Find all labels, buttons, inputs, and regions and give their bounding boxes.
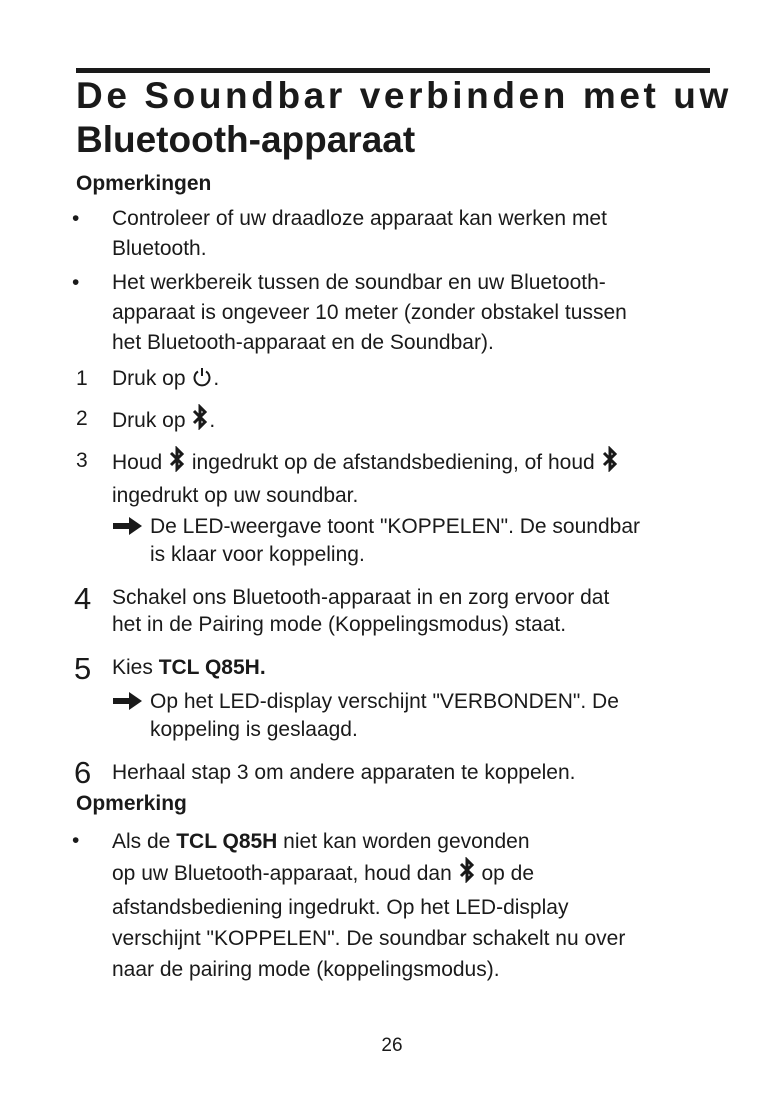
step-number: 4 — [74, 581, 92, 616]
page-title-line1: De Soundbar verbinden met uw — [76, 75, 732, 116]
bullet: • — [72, 207, 80, 230]
power-icon — [191, 366, 213, 397]
bullet: • — [72, 271, 80, 294]
page-title-line2: Bluetooth-apparaat — [76, 119, 416, 160]
note-item-2: Het werkbereik tussen de soundbar en uw Bluetooth- apparaat is ongeveer 10 meter (zonder obstakel tussen het Bluetooth-apparaat en de Soundbar). — [112, 271, 627, 354]
bluetooth-icon — [191, 404, 209, 439]
step-number: 6 — [74, 755, 92, 790]
step-4: Schakel ons Bluetooth-apparaat in en zorg ervoor dat het in de Pairing mode (Koppelingsmodus) staat. — [112, 586, 610, 636]
step-number: 1 — [76, 367, 88, 390]
notes-heading: Opmerkingen — [76, 172, 212, 195]
bullet: • — [72, 829, 80, 852]
step-5: Kies TCL Q85H. — [112, 656, 266, 679]
step-1: Druk op . — [112, 364, 722, 397]
step-6: Herhaal stap 3 om andere apparaten te koppelen. — [112, 761, 576, 784]
note-item-1: Controleer of uw draadloze apparaat kan werken met Bluetooth. — [112, 207, 607, 260]
step-3: Houd ingedrukt op de afstandsbediening, of houd ingedrukt op uw soundbar. — [112, 446, 722, 511]
step-number: 5 — [74, 651, 92, 686]
step-3-result: De LED-weergave toont "KOPPELEN". De soundbar is klaar voor koppeling. — [150, 515, 640, 566]
note-item: Als de TCL Q85H niet kan worden gevonden op uw Bluetooth-apparaat, houd dan op de afstandsbediening ingedrukt. Op het LED-display verschijnt "KOPPELEN". De soundbar schakelt nu over naar de pairing mode (koppelingsmodus). — [112, 830, 626, 981]
step-number: 2 — [76, 407, 88, 430]
step-2: Druk op . — [112, 404, 722, 439]
page-number: 26 — [381, 1035, 403, 1056]
title-rule — [76, 68, 710, 73]
arrow-right-icon — [112, 690, 144, 717]
step-5-result: Op het LED-display verschijnt "VERBONDEN". De koppeling is geslaagd. — [150, 690, 619, 741]
arrow-right-icon — [112, 515, 144, 542]
bluetooth-icon — [458, 857, 476, 892]
note-heading: Opmerking — [76, 792, 187, 815]
step-number: 3 — [76, 449, 88, 472]
bluetooth-icon — [601, 446, 619, 481]
bluetooth-icon — [168, 446, 186, 481]
